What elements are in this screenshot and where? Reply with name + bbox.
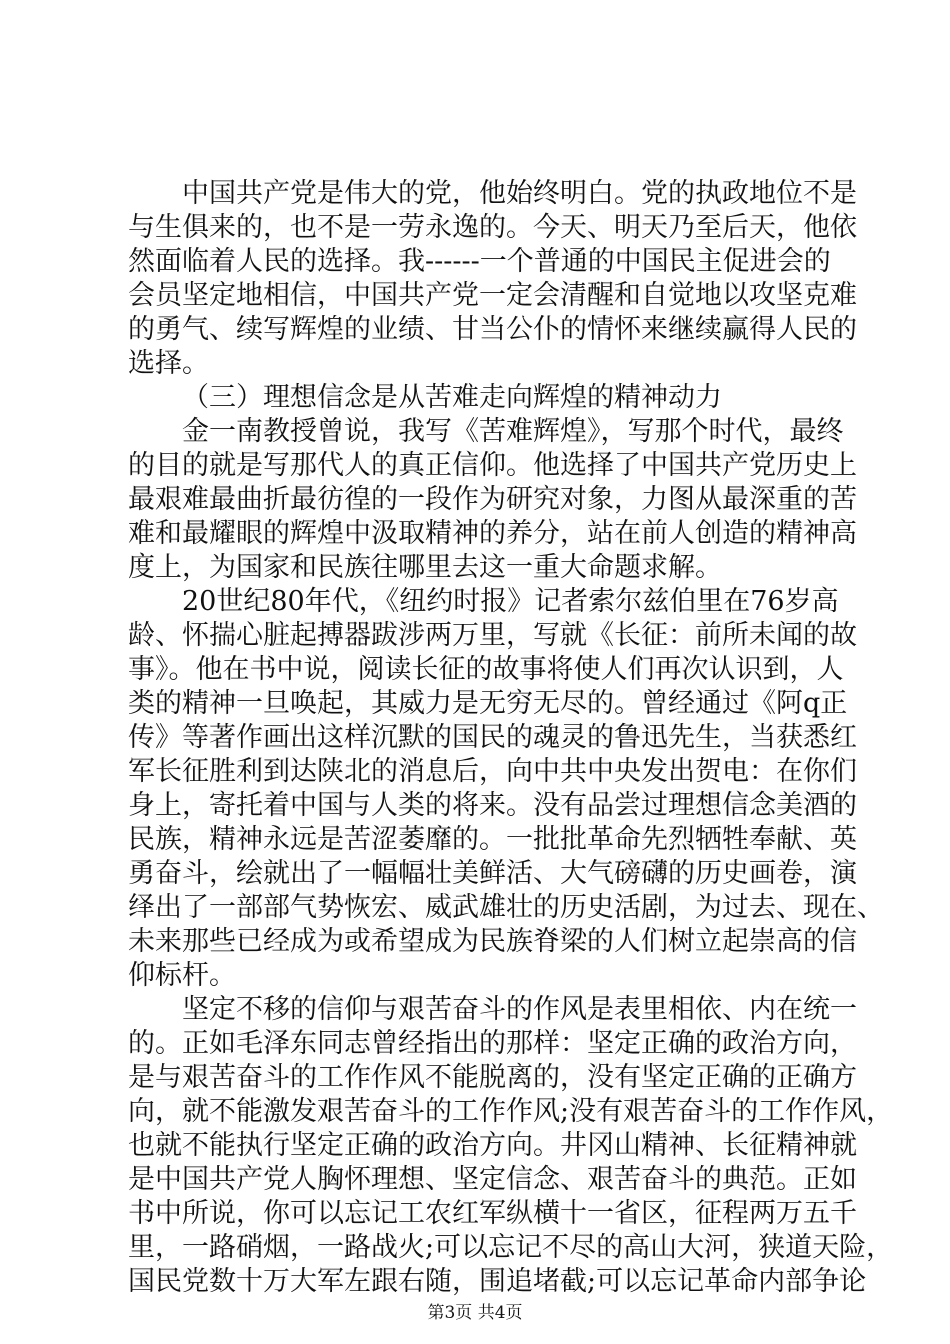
text-line: 选择。 <box>128 348 209 379</box>
page-number-footer: 第3页 共4页 <box>427 1303 523 1323</box>
text-line: 会员坚定地相信，中国共产党一定会清醒和自觉地以攻坚克难 <box>128 280 857 311</box>
text-line: 国民党数十万大军左跟右随，围追堵截;可以忘记革命内部争论 <box>128 1266 867 1297</box>
section-heading: （三）理想信念是从苦难走向辉煌的精神动力 <box>182 382 722 413</box>
text-line: 传》等著作画出这样沉默的国民的魂灵的鲁迅先生，当获悉红 <box>128 722 857 753</box>
text-line: 绎出了一部部气势恢宏、威武雄壮的历史活剧，为过去、现在、 <box>128 892 884 923</box>
text-line: 的勇气、续写辉煌的业绩、甘当公仆的情怀来继续赢得人民的 <box>128 314 857 345</box>
text-line: 与生俱来的，也不是一劳永逸的。今天、明天乃至后天，他依 <box>128 212 857 243</box>
text-line: 是与艰苦奋斗的工作作风不能脱离的，没有坚定正确的正确方 <box>128 1062 857 1093</box>
text-line: 的。正如毛泽东同志曾经指出的那样：坚定正确的政治方向， <box>128 1028 857 1059</box>
text-line: 未来那些已经成为或希望成为民族脊梁的人们树立起崇高的信 <box>128 926 857 957</box>
text-line: 20世纪80年代，《纽约时报》记者索尔兹伯里在76岁高 <box>182 586 839 617</box>
text-line: 事》。他在书中说，阅读长征的故事将使人们再次认识到，人 <box>128 654 844 685</box>
text-line: 类的精神一旦唤起，其威力是无穷无尽的。曾经通过《阿q正 <box>128 688 848 719</box>
text-line: 龄、怀揣心脏起搏器跋涉两万里，写就《长征：前所未闻的故 <box>128 620 857 651</box>
text-line: 民族，精神永远是苦涩萎靡的。一批批革命先烈牺牲奉献、英 <box>128 824 857 855</box>
text-line: 仰标杆。 <box>128 960 236 991</box>
text-line: 也就不能执行坚定正确的政治方向。井冈山精神、长征精神就 <box>128 1130 857 1161</box>
text-line: 度上，为国家和民族往哪里去这一重大命题求解。 <box>128 552 722 583</box>
text-line: 军长征胜利到达陕北的消息后，向中共中央发出贺电：在你们 <box>128 756 857 787</box>
text-line: 身上，寄托着中国与人类的将来。没有品尝过理想信念美酒的 <box>128 790 857 821</box>
text-line: 金一南教授曾说，我写《苦难辉煌》，写那个时代，最终 <box>182 416 844 447</box>
text-line: 中国共产党是伟大的党，他始终明白。党的执政地位不是 <box>182 178 857 209</box>
text-line: 是中国共产党人胸怀理想、坚定信念、艰苦奋斗的典范。正如 <box>128 1164 857 1195</box>
text-line: 书中所说，你可以忘记工农红军纵横十一省区，征程两万五千 <box>128 1198 857 1229</box>
text-line: 然面临着人民的选择。我------一个普通的中国民主促进会的 <box>128 246 831 277</box>
text-line: 的目的就是写那代人的真正信仰。他选择了中国共产党历史上 <box>128 450 857 481</box>
text-line: 最艰难最曲折最彷徨的一段作为研究对象，力图从最深重的苦 <box>128 484 857 515</box>
text-line: 难和最耀眼的辉煌中汲取精神的养分，站在前人创造的精神高 <box>128 518 857 549</box>
text-line: 勇奋斗，绘就出了一幅幅壮美鲜活、大气磅礴的历史画卷，演 <box>128 858 857 889</box>
text-line: 坚定不移的信仰与艰苦奋斗的作风是表里相依、内在统一 <box>182 994 857 1025</box>
text-line: 向，就不能激发艰苦奋斗的工作作风;没有艰苦奋斗的工作作风， <box>128 1096 894 1127</box>
text-line: 里，一路硝烟，一路战火;可以忘记不尽的高山大河，狭道天险， <box>128 1232 894 1263</box>
